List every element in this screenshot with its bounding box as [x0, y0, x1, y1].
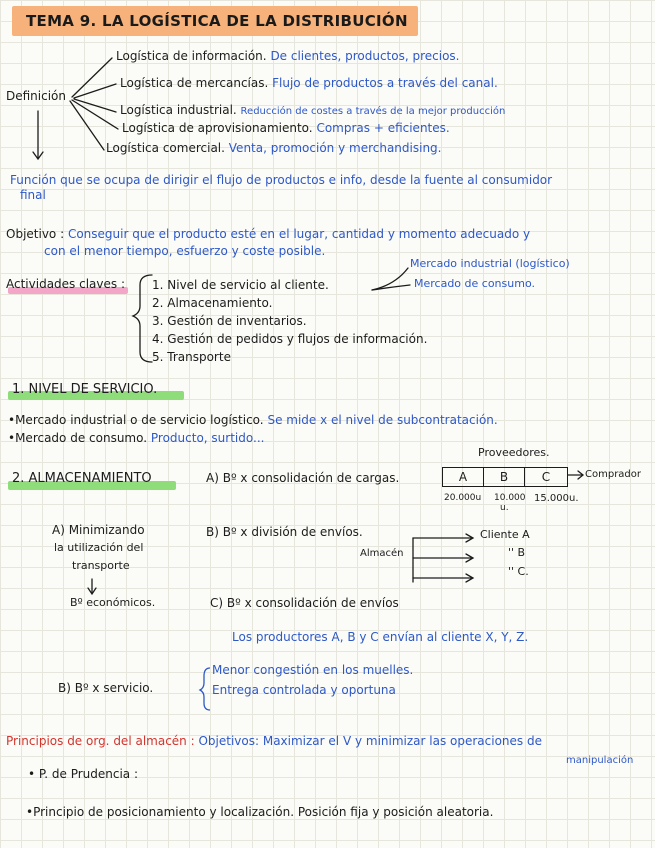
definicion-item-5 [106, 142, 441, 156]
nivel-bullet-note: Se mide x el nivel de subcontratación. [267, 413, 498, 427]
objetivo-line-2: con el menor tiempo, esfuerzo y coste posible. [44, 244, 326, 258]
definicion-desc: De clientes, productos, precios. [270, 49, 460, 63]
almacen-label: Almacén [360, 548, 404, 559]
definicion-term: Logística de información. [116, 49, 267, 63]
mercado-consumo: Mercado de consumo. [414, 277, 535, 290]
nivel-bullet-2 [8, 432, 264, 446]
actividades-label: Actividades claves : [6, 277, 125, 291]
proveedor-box-c: C [524, 467, 568, 487]
definicion-term: Logística comercial. [106, 141, 225, 155]
comprador-label: Comprador [585, 469, 642, 480]
principio-note: Posición fija y posición aleatoria. [297, 805, 494, 819]
almacen-b-servicio: B) Bº x servicio. [58, 681, 154, 695]
definicion-desc: Venta, promoción y merchandising. [228, 141, 442, 155]
proveedores-label: Proveedores. [478, 446, 550, 459]
definicion-desc: Compras + eficientes. [316, 121, 450, 135]
servicio-item-1: Menor congestión en los muelles. [212, 663, 414, 677]
nivel-bullet-note: Producto, surtido... [150, 431, 265, 445]
nivel-bullet-text: •Mercado de consumo. [8, 431, 148, 445]
actividad-item-4: 4. Gestión de pedidos y flujos de información. [152, 332, 428, 346]
definicion-desc: Reducción de costes a través de la mejor producción [240, 106, 506, 117]
definicion-term: Logística industrial. [120, 103, 237, 117]
servicio-item-2: Entrega controlada y oportuna [212, 683, 396, 697]
proveedor-box-a: A [442, 467, 484, 487]
definicion-item-1 [116, 50, 459, 64]
nivel-bullet-1 [8, 414, 498, 428]
amount-a: 20.000u [444, 493, 482, 503]
definicion-label: Definición [6, 89, 66, 103]
funcion-line-1: Función que se ocupa de dirigir el flujo de productos e info, desde la fuente al consumidor [10, 173, 553, 187]
actividad-item-5: 5. Transporte [152, 350, 231, 364]
funcion-line-2: final [20, 188, 46, 202]
almacen-c: C) Bº x consolidación de envíos [210, 596, 399, 610]
actividad-item-2: 2. Almacenamiento. [152, 296, 273, 310]
definicion-term: Logística de aprovisionamiento. [122, 121, 313, 135]
proveedor-box-b: B [483, 467, 525, 487]
mercado-industrial: Mercado industrial (logístico) [410, 257, 570, 270]
almacen-c-note: Los productores A, B y C envían al cliente X, Y, Z. [232, 630, 529, 644]
nivel-bullet-text: •Mercado industrial o de servicio logístico. [8, 413, 264, 427]
principio-text: •Principio de posicionamiento y localización. [26, 805, 295, 819]
almacen-a: A) Bº x consolidación de cargas. [206, 471, 400, 485]
beneficios-economicos: Bº económicos. [70, 596, 156, 609]
definicion-item-3 [120, 104, 505, 118]
principios-line [6, 735, 542, 749]
almacen-heading: 2. ALMACENAMIENTO [12, 471, 152, 486]
definicion-item-2 [120, 77, 498, 91]
principios-text: Objetivos: Maximizar el V y minimizar las operaciones de [198, 734, 542, 748]
definicion-item-4 [122, 122, 450, 136]
left-note-3: transporte [72, 559, 130, 572]
objetivo-line-1 [6, 228, 530, 242]
nivel-heading: 1. NIVEL DE SERVICIO. [12, 382, 158, 397]
left-note-2: la utilización del [54, 541, 144, 554]
definicion-term: Logística de mercancías. [120, 76, 269, 90]
objetivo-text: Conseguir que el producto esté en el lugar, cantidad y momento adecuado y [67, 227, 531, 241]
actividad-item-3: 3. Gestión de inventarios. [152, 314, 307, 328]
page-title: TEMA 9. LA LOGÍSTICA DE LA DISTRIBUCIÓN [26, 12, 408, 30]
left-note-1: A) Minimizando [52, 523, 145, 537]
principios-label: Principios de org. del almacén : [6, 734, 195, 748]
almacen-b: B) Bº x división de envíos. [206, 525, 363, 539]
principios-text-2: manipulación [566, 755, 634, 766]
actividad-item-1: 1. Nivel de servicio al cliente. [152, 278, 329, 292]
cliente-c: '' C. [508, 565, 529, 578]
cliente-a: Cliente A [480, 528, 530, 541]
amount-b: 10.000 [494, 493, 526, 503]
amount-b-unit: u. [500, 503, 509, 513]
cliente-b: '' B [508, 546, 526, 559]
principio-prudencia: • P. de Prudencia : [28, 767, 139, 781]
objetivo-label: Objetivo : [6, 227, 65, 241]
amount-c: 15.000u. [534, 493, 579, 504]
principio-posicionamiento [26, 806, 493, 820]
definicion-desc: Flujo de productos a través del canal. [272, 76, 498, 90]
